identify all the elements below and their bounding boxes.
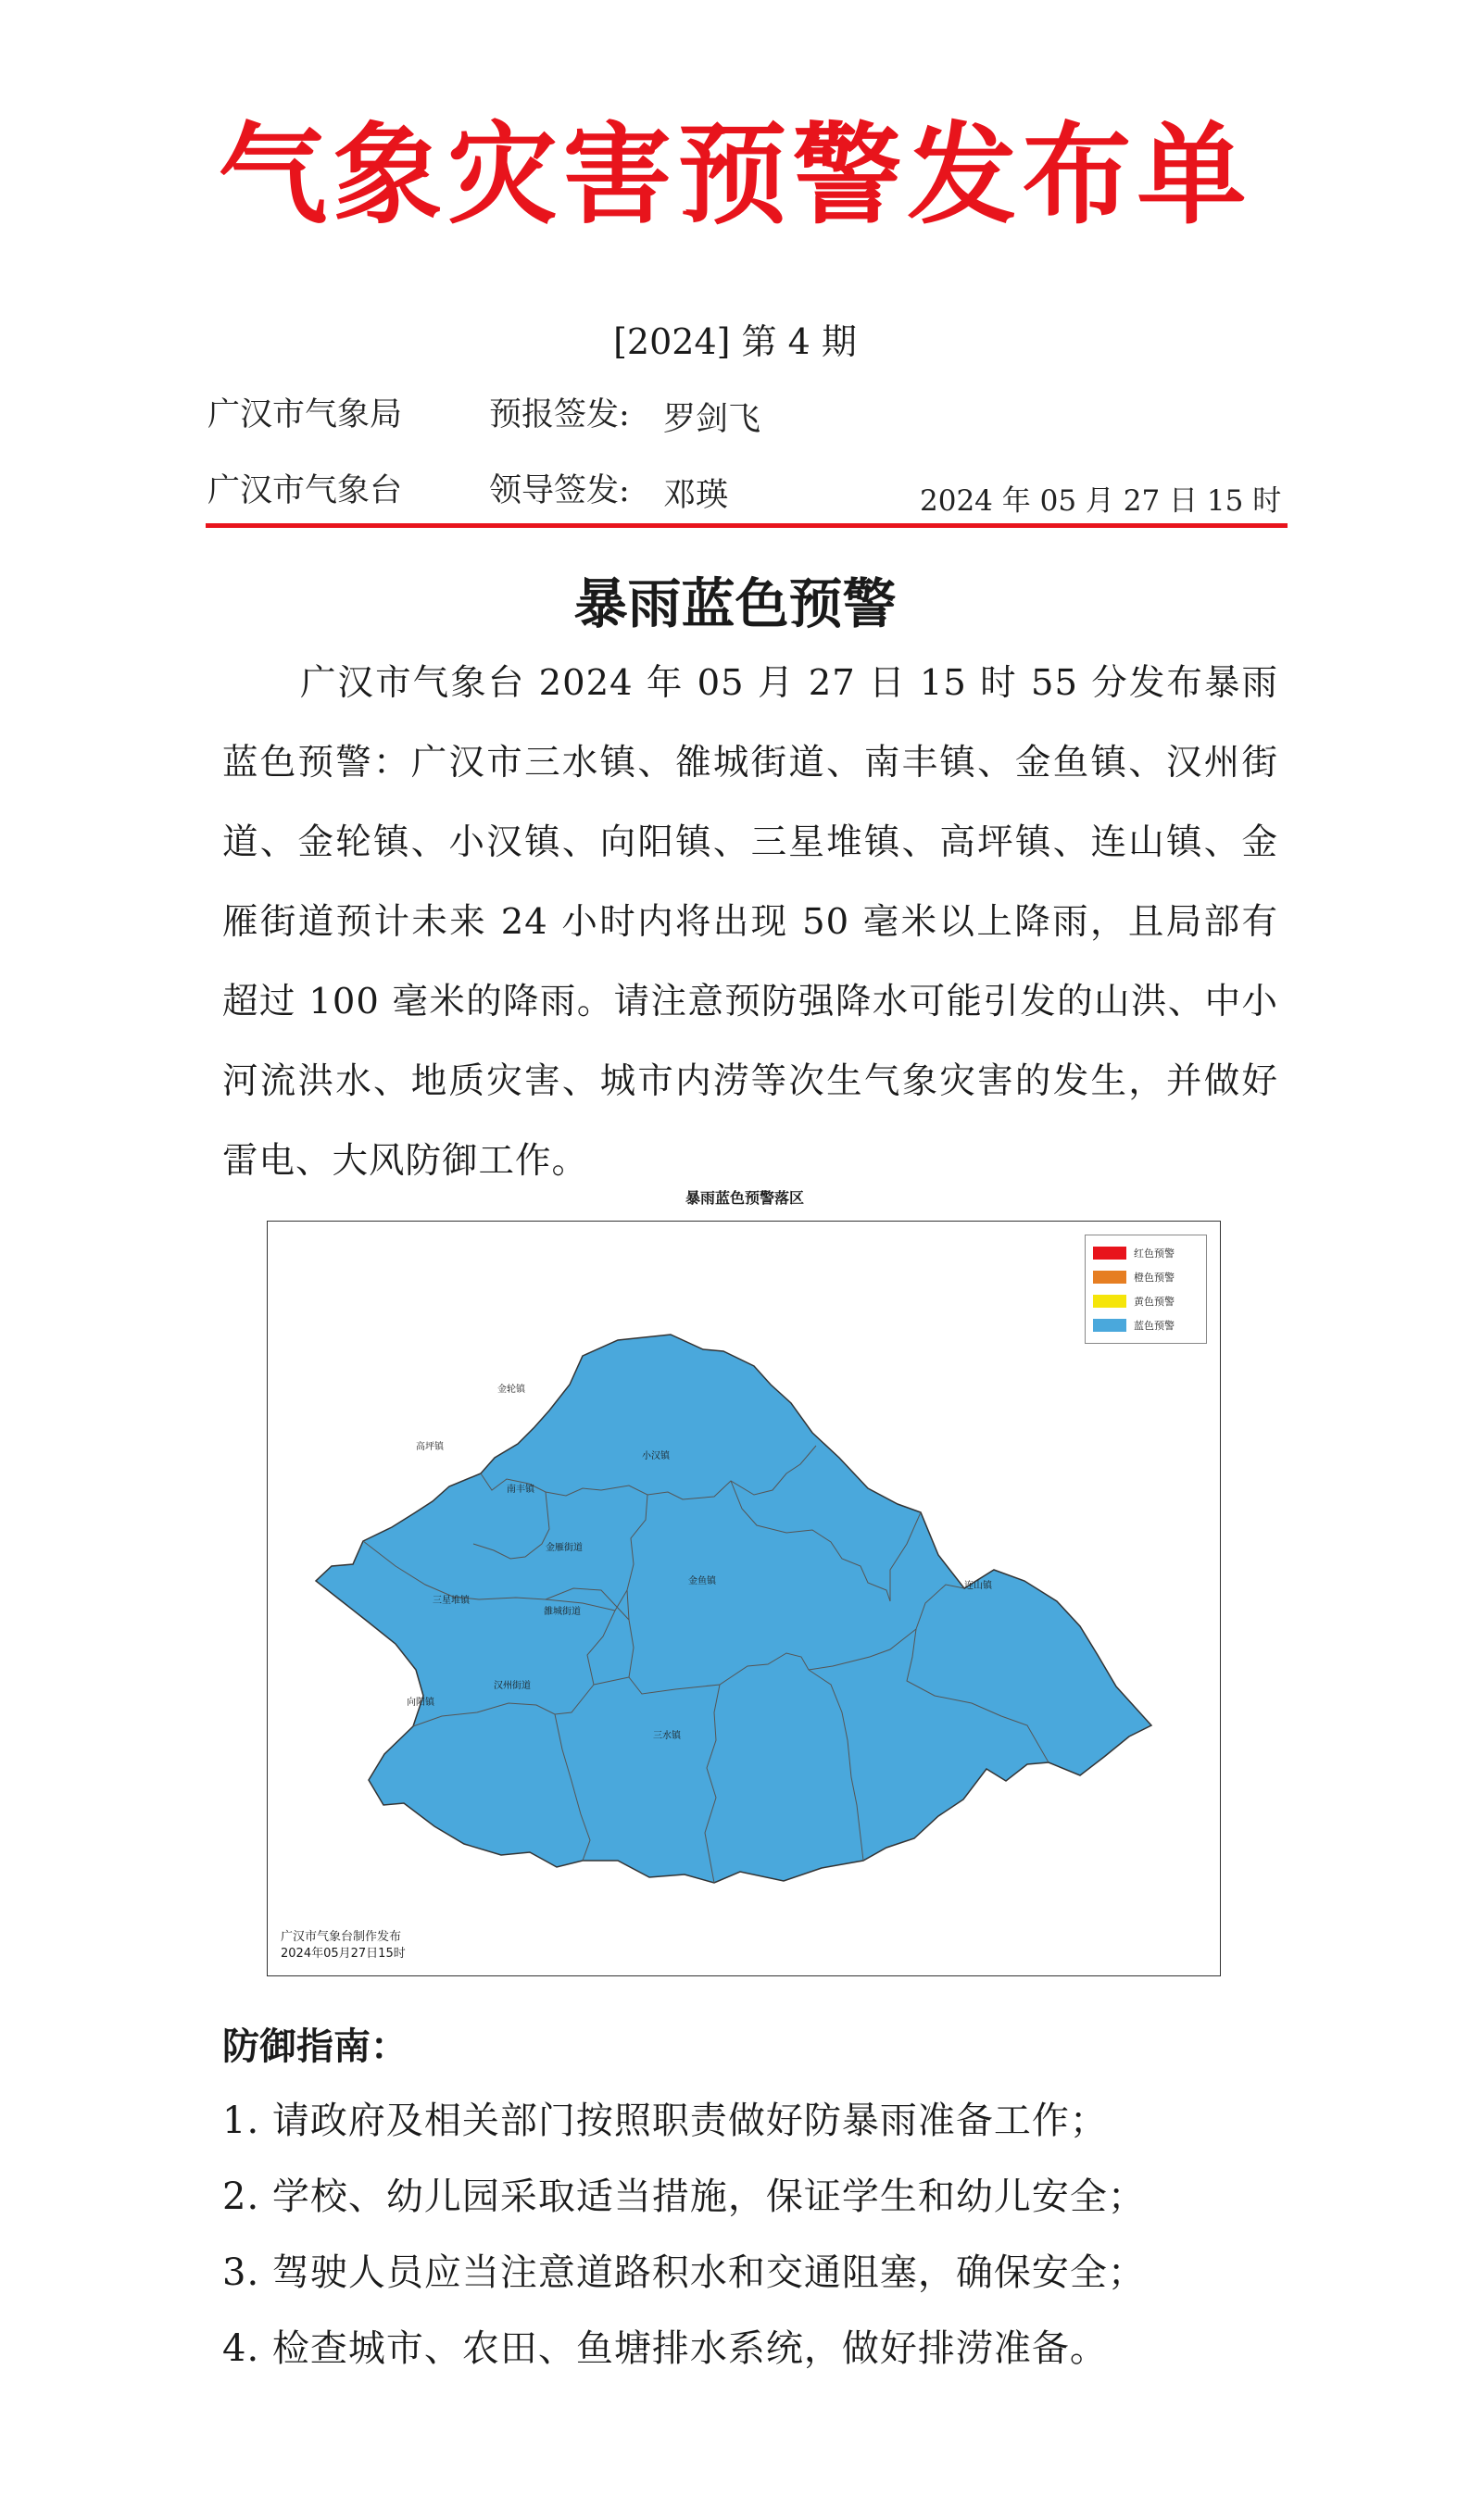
issuer-observatory: 广汉市气象台: [207, 472, 403, 509]
town-label-xiaohan: 小汉镇: [642, 1451, 670, 1461]
legend-item-orange: [1093, 1265, 1199, 1289]
town-label-sanshui: 三水镇: [653, 1731, 681, 1741]
map-credit-time: 2024年05月27日15时: [281, 1947, 406, 1961]
town-label-luocheng: 雒城街道: [544, 1607, 581, 1617]
town-label-jinlun: 金轮镇: [497, 1385, 525, 1395]
town-label-xiangyang: 向阳镇: [407, 1698, 434, 1708]
warning-title: 暴雨蓝色预警: [573, 572, 897, 635]
leader-signoff-label: 领导签发:: [489, 472, 630, 509]
legend-label-red: 红色预警: [1134, 1247, 1175, 1260]
town-label-jinyu: 金鱼镇: [688, 1576, 716, 1586]
legend-item-yellow: [1093, 1289, 1199, 1313]
county-region: [316, 1335, 1151, 1883]
issue-number: [2024] 第 4 期: [613, 321, 857, 362]
forecast-signoff-label: 预报签发:: [489, 396, 630, 433]
map-credit: [281, 1929, 406, 1962]
leader-signoff-name: 邓瑛: [663, 477, 729, 514]
map-title: 暴雨蓝色预警落区: [685, 1189, 804, 1207]
guide-item: 4. 检查城市、农田、鱼塘排水系统，做好排涝准备。: [222, 2327, 1108, 2370]
forecast-signoff-name: 罗剑飞: [663, 401, 761, 438]
town-label-jinyan: 金雁街道: [546, 1543, 583, 1553]
map-legend: [1085, 1235, 1207, 1344]
county-outline: [316, 1335, 1151, 1883]
legend-swatch-blue: [1093, 1319, 1126, 1332]
document-title: 气象灾害预警发布单: [218, 110, 1252, 239]
legend-swatch-orange: [1093, 1271, 1126, 1284]
map-credit-org: 广汉市气象台制作发布: [281, 1930, 402, 1944]
issuer-bureau: 广汉市气象局: [207, 396, 403, 433]
map-canvas: [268, 1222, 1219, 1975]
legend-swatch-red: [1093, 1247, 1126, 1260]
legend-label-yellow: 黄色预警: [1134, 1296, 1175, 1308]
guide-item: 1. 请政府及相关部门按照职责做好防暴雨准备工作；: [222, 2100, 1108, 2142]
guide-item: 2. 学校、幼儿园采取适当措施，保证学生和幼儿安全；: [222, 2175, 1146, 2218]
guide-item: 3. 驾驶人员应当注意道路积水和交通阻塞，确保安全；: [222, 2251, 1146, 2294]
town-label-hanzhou: 汉州街道: [494, 1681, 531, 1691]
town-label-lianshan: 连山镇: [964, 1581, 992, 1591]
header-divider: [206, 523, 1288, 528]
town-label-gaoping: 高坪镇: [416, 1442, 444, 1452]
issue-datetime: 2024 年 05 月 27 日 15 时: [920, 484, 1282, 518]
guide-title: 防御指南：: [222, 2025, 408, 2068]
warning-map: [267, 1221, 1221, 1976]
town-label-nanfeng: 南丰镇: [507, 1485, 534, 1495]
legend-label-blue: 蓝色预警: [1134, 1320, 1175, 1332]
legend-label-orange: 橙色预警: [1134, 1272, 1175, 1284]
legend-item-red: [1093, 1241, 1199, 1265]
warning-body: 广汉市气象台 2024 年 05 月 27 日 15 时 55 分发布暴雨蓝色预警：广汉市三水镇、雒城街道、南丰镇、金鱼镇、汉州街道、金轮镇、小汉镇、向阳镇、三星堆镇、高坪镇、连山镇、金雁街道预计未来 24 小时内将出现 50 毫米以上降雨，且局部有超过 100 毫米的降雨。请注意预防强降水可能引发的山洪、中小河流洪水、地质灾害、城市内涝等次生气象灾害的发生，并做好雷电、大风防御工作。: [222, 662, 1278, 1182]
legend-swatch-yellow: [1093, 1295, 1126, 1308]
town-label-sanxingdui: 三星堆镇: [433, 1596, 470, 1606]
legend-item-blue: [1093, 1313, 1199, 1337]
